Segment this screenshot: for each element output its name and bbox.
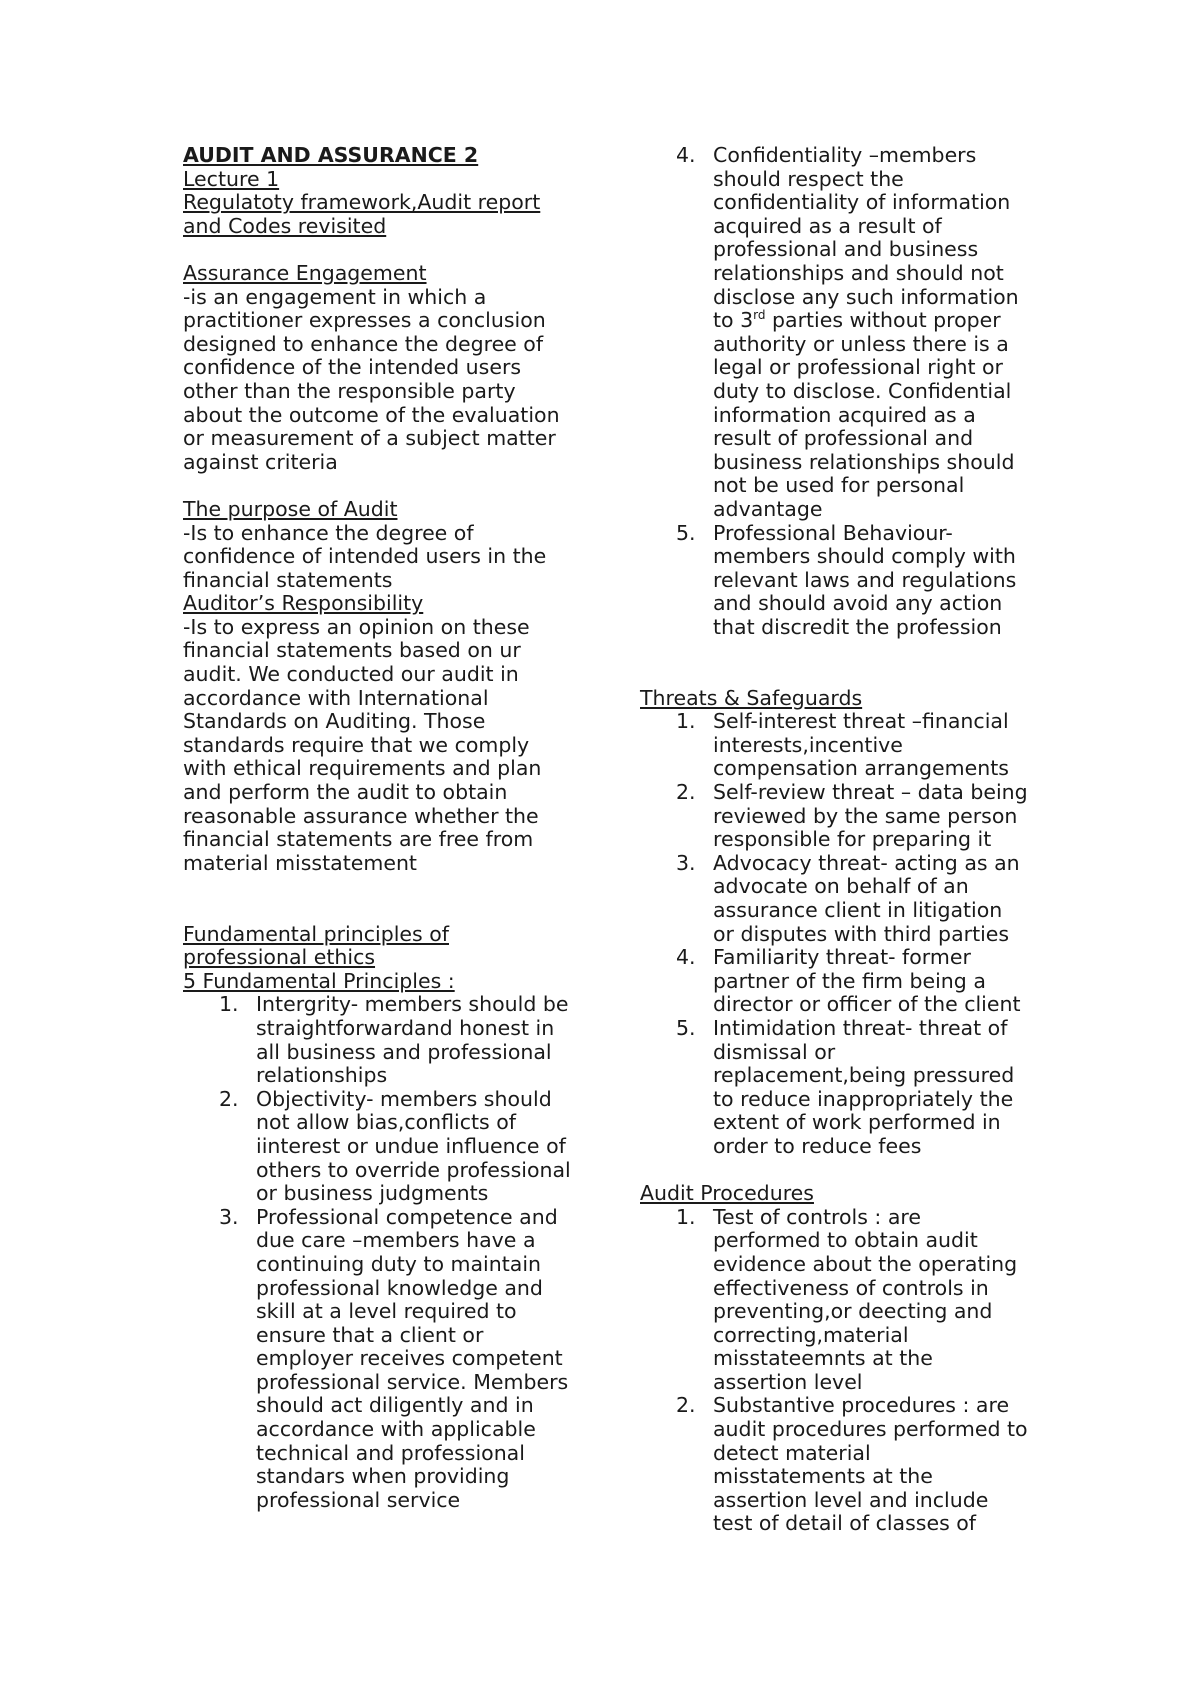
list-item <box>183 1206 583 1513</box>
principles-list <box>183 993 583 1512</box>
assurance-heading: Assurance Engagement <box>183 260 427 285</box>
list-number: 4. <box>676 945 696 970</box>
list-number: 5. <box>676 1015 696 1040</box>
list-number: 3. <box>676 850 696 875</box>
principles-subheading: 5 Fundamental Principles : <box>183 968 455 993</box>
list-text: Familiarity threat- former partner of the firm being a director or officer of the client <box>713 945 1021 1017</box>
list-item <box>640 1017 1040 1159</box>
procedures-heading: Audit Procedures <box>640 1181 814 1206</box>
list-number: 5. <box>676 520 696 545</box>
superscript-rd: rd <box>753 308 766 323</box>
list-number: 1. <box>676 1204 696 1229</box>
lecture-subtitle: Regulatoty framework,Audit report and Codes revisited <box>183 190 541 238</box>
lecture-label: Lecture 1 <box>183 166 280 191</box>
list-text <box>713 144 1040 522</box>
responsibility-heading: Auditor’s Responsibility <box>183 591 424 616</box>
list-text: Advocacy threat- acting as an advocate on behalf of an assurance client in litigation or disputes with third parties <box>713 850 1020 946</box>
list-text: Intergrity- members should be straightforwardand honest in all business and professional relationships <box>256 992 569 1088</box>
list-text: Test of controls : are performed to obtain audit evidence about the operating effectiveness of controls in preventing,or deecting and correcting,material misstateemnts at the assertion level <box>713 1204 1018 1394</box>
list-number: 1. <box>676 709 696 734</box>
right-column <box>640 144 1040 1536</box>
list-number: 2. <box>676 780 696 805</box>
list-number: 4. <box>676 143 696 167</box>
purpose-heading: The purpose of Audit <box>183 496 398 521</box>
list-text-part: Confidentiality –members should respect the confidentiality of information acquired as a result of professional and business relationships and should not disclose any such information to 3 <box>713 143 1019 333</box>
list-item <box>640 1206 1040 1395</box>
assurance-text: -is an engagement in which a practitioner expresses a conclusion designed to enhance the degree of confidence of the intended users other than the responsible party about the outcome of the evaluation or measurement of a subject matter against criteria <box>183 284 560 474</box>
list-item <box>640 522 1040 640</box>
list-number: 3. <box>219 1204 239 1229</box>
list-text: Professional Behaviour- members should comply with relevant laws and regulations and should avoid any action that discredit the profession <box>713 520 1017 639</box>
list-text: Professional competence and due care –members have a continuing duty to maintain professional knowledge and skill at a level required to ensure that a client or employer receives competent professional service. Members should act diligently and in accordance with applicable technical and professional standars when providing professional service <box>256 1204 569 1512</box>
list-number: 2. <box>676 1393 696 1418</box>
list-text-part: parties without proper authority or unless there is a legal or professional right or duty to disclose. Confidential information acquired as a result of professional and business relationships should not be used for personal advantage <box>713 308 1015 521</box>
document-title: AUDIT AND ASSURANCE 2 <box>183 143 479 167</box>
list-item <box>640 1394 1040 1536</box>
list-text: Objectivity- members should not allow bias,conflicts of iinterest or undue influence of others to override professional or business judgments <box>256 1086 571 1206</box>
principles-heading: Fundamental principles of professional ethics <box>183 921 449 970</box>
threats-heading: Threats & Safeguards <box>640 685 863 710</box>
threats-list <box>640 710 1040 1158</box>
principles-list-continued <box>640 144 1040 639</box>
list-text: Substantive procedures : are audit procedures performed to detect material misstatements at the assertion level and include test of detail of classes of <box>713 1393 1028 1536</box>
list-item <box>640 144 1040 522</box>
list-item <box>640 852 1040 946</box>
left-column <box>183 144 583 1512</box>
list-number: 2. <box>219 1086 239 1111</box>
purpose-text: -Is to enhance the degree of confidence of intended users in the financial statements <box>183 520 547 592</box>
list-text: Self-review threat – data being reviewed by the same person responsible for preparing it <box>713 780 1028 852</box>
list-number: 1. <box>219 992 239 1017</box>
list-item <box>183 993 583 1087</box>
procedures-list <box>640 1206 1040 1536</box>
list-text: Intimidation threat- threat of dismissal or replacement,being pressured to reduce inappropriately the extent of work performed in order to reduce fees <box>713 1015 1015 1158</box>
responsibility-text: -Is to express an opinion on these financial statements based on ur audit. We conducted our audit in accordance with International Standards on Auditing. Those standards require that we comply with ethical requirements and plan and perform the audit to obtain reasonable assurance whether the financial statements are free from material misstatement <box>183 614 542 875</box>
list-item <box>640 710 1040 781</box>
list-item <box>183 1088 583 1206</box>
list-text: Self-interest threat –financial interests,incentive compensation arrangements <box>713 709 1009 781</box>
list-item <box>640 946 1040 1017</box>
list-item <box>640 781 1040 852</box>
